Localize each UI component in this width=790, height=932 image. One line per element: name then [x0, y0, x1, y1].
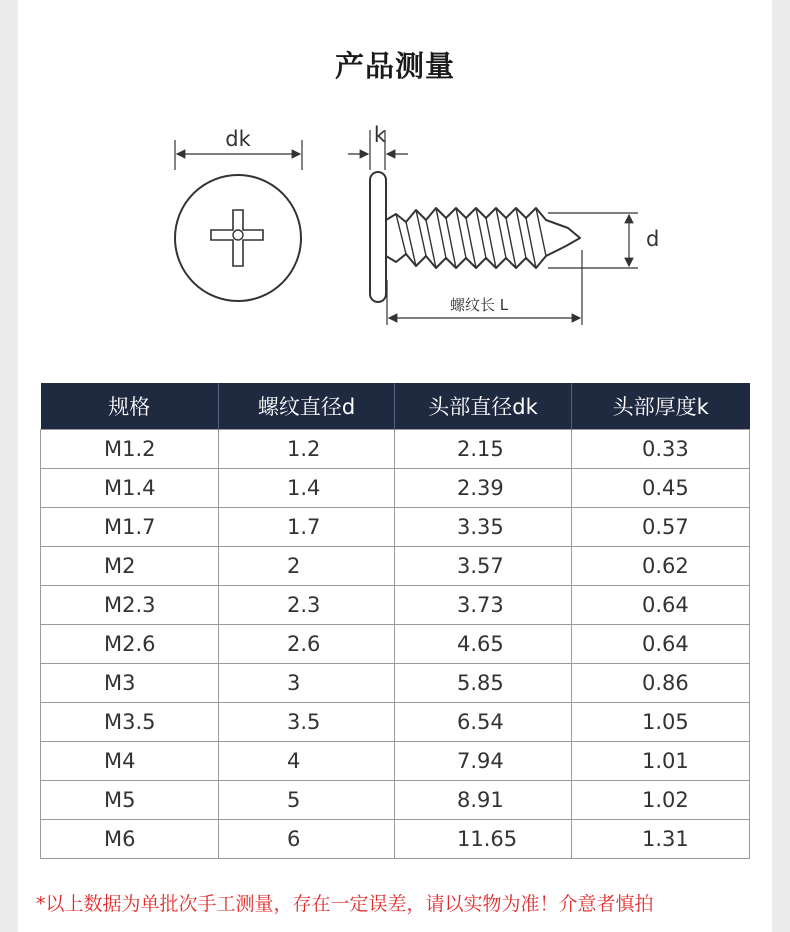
cell-head-diameter: 3.57 [395, 547, 572, 586]
table-row [41, 781, 750, 820]
header-head-thickness: 头部厚度k [572, 383, 750, 430]
thread-length-label: 螺纹长 L [450, 296, 509, 314]
cell-head-thickness: 0.86 [572, 664, 750, 703]
cell-head-diameter: 3.73 [395, 586, 572, 625]
cell-head-thickness: 0.62 [572, 547, 750, 586]
table-row [41, 508, 750, 547]
phillips-recess-icon [211, 210, 263, 266]
cell-thread-diameter: 2.6 [219, 625, 395, 664]
cell-head-thickness: 1.01 [572, 742, 750, 781]
d-label: d [646, 227, 660, 251]
cell-thread-diameter: 5 [219, 781, 395, 820]
cell-spec: M2 [41, 547, 219, 586]
table-row [41, 820, 750, 859]
cell-head-diameter: 8.91 [395, 781, 572, 820]
table-header-row [41, 383, 750, 430]
cell-head-diameter: 11.65 [395, 820, 572, 859]
cell-spec: M1.7 [41, 508, 219, 547]
table-row [41, 703, 750, 742]
page-title: 产品测量 [334, 49, 455, 83]
dk-label: dk [225, 127, 251, 151]
cell-head-diameter: 6.54 [395, 703, 572, 742]
cell-thread-diameter: 1.2 [219, 430, 395, 469]
table-row [41, 547, 750, 586]
cell-head-thickness: 0.45 [572, 469, 750, 508]
header-thread-diameter: 螺纹直径d [219, 383, 395, 430]
cell-head-diameter: 3.35 [395, 508, 572, 547]
cell-head-diameter: 7.94 [395, 742, 572, 781]
cell-spec: M6 [41, 820, 219, 859]
cell-spec: M3.5 [41, 703, 219, 742]
cell-spec: M2.6 [41, 625, 219, 664]
header-spec: 规格 [41, 383, 219, 430]
cell-spec: M1.4 [41, 469, 219, 508]
head-top-view [175, 127, 302, 301]
cell-spec: M2.3 [41, 586, 219, 625]
cell-head-thickness: 0.57 [572, 508, 750, 547]
cell-thread-diameter: 1.4 [219, 469, 395, 508]
table-row [41, 469, 750, 508]
cell-head-thickness: 0.64 [572, 586, 750, 625]
cell-thread-diameter: 2.3 [219, 586, 395, 625]
cell-head-thickness: 1.31 [572, 820, 750, 859]
screw-side-view [348, 123, 659, 325]
cell-spec: M3 [41, 664, 219, 703]
table-row [41, 742, 750, 781]
cell-thread-diameter: 1.7 [219, 508, 395, 547]
cell-thread-diameter: 2 [219, 547, 395, 586]
cell-head-diameter: 2.15 [395, 430, 572, 469]
cell-thread-diameter: 6 [219, 820, 395, 859]
cell-head-thickness: 1.02 [572, 781, 750, 820]
cell-thread-diameter: 4 [219, 742, 395, 781]
cell-thread-diameter: 3.5 [219, 703, 395, 742]
k-label: k [373, 123, 387, 147]
spec-table [40, 383, 750, 859]
page [18, 0, 772, 932]
cell-spec: M5 [41, 781, 219, 820]
screw-dimension-diagram [18, 110, 772, 340]
table-row [41, 430, 750, 469]
cell-spec: M1.2 [41, 430, 219, 469]
cell-head-diameter: 4.65 [395, 625, 572, 664]
cell-head-diameter: 5.85 [395, 664, 572, 703]
disclaimer-note: *以上数据为单批次手工测量，存在一定误差，请以实物为准！介意者慎拍 [36, 893, 654, 915]
header-head-diameter: 头部直径dk [395, 383, 572, 430]
cell-head-thickness: 0.64 [572, 625, 750, 664]
cell-head-thickness: 1.05 [572, 703, 750, 742]
table-row [41, 586, 750, 625]
cell-thread-diameter: 3 [219, 664, 395, 703]
cell-head-thickness: 0.33 [572, 430, 750, 469]
table-row [41, 664, 750, 703]
table-row [41, 625, 750, 664]
cell-head-diameter: 2.39 [395, 469, 572, 508]
cell-spec: M4 [41, 742, 219, 781]
